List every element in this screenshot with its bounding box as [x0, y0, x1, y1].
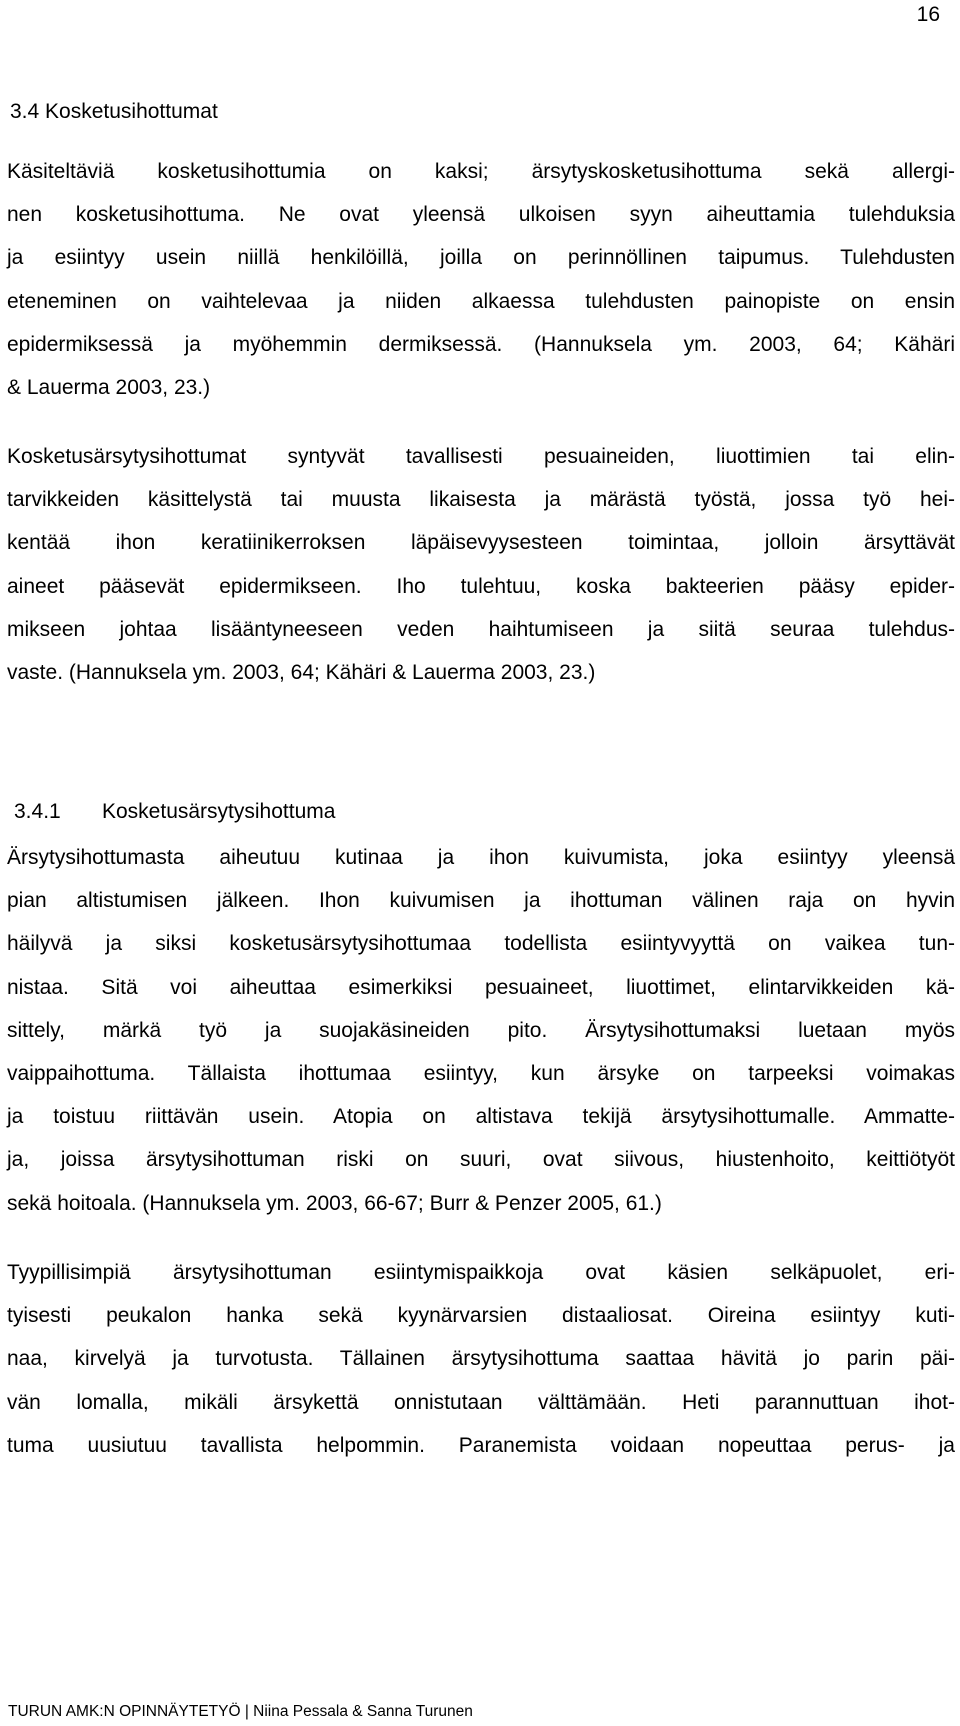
page-number: 16 — [916, 3, 940, 26]
paragraph-line: ja esiintyy usein niillä henkilöillä, joilla on perinnöllinen taipumus. Tulehdusten — [7, 246, 955, 270]
paragraph-2 — [7, 435, 955, 694]
paragraph-line: nistaa. Sitä voi aiheuttaa esimerkiksi pesuaineet, liuottimet, elintarvikkeiden kä- — [7, 975, 955, 999]
subsection-heading — [14, 797, 335, 827]
paragraph-line: & Lauerma 2003, 23.) — [7, 375, 211, 399]
paragraph-line: Käsiteltäviä kosketusihottumia on kaksi; ärsytyskosketusihottuma sekä allergi- — [7, 160, 955, 183]
paragraph-line: Kosketusärsytysihottumat syntyvät tavallisesti pesuaineiden, liuottimien tai elin- — [7, 445, 955, 468]
paragraph-4 — [7, 1251, 955, 1467]
paragraph-1 — [7, 150, 955, 409]
paragraph-line: sekä hoitoala. (Hannuksela ym. 2003, 66-67; Burr & Penzer 2005, 61.) — [7, 1191, 662, 1215]
paragraph-line: pian altistumisen jälkeen. Ihon kuivumisen ja ihottuman välinen raja on hyvin — [7, 889, 955, 913]
section-heading: 3.4 Kosketusihottumat — [10, 100, 218, 123]
paragraph-line: Tyypillisimpiä ärsytysihottuman esiintymispaikkoja ovat käsien selkäpuolet, eri- — [7, 1261, 955, 1284]
paragraph-line: vaippaihottuma. Tällaista ihottumaa esiintyy, kun ärsyke on tarpeeksi voimakas — [7, 1061, 955, 1085]
paragraph-line: mikseen johtaa lisääntyneeseen veden haihtumiseen ja siitä seuraa tulehdus- — [7, 617, 955, 641]
paragraph-line: epidermiksessä ja myöhemmin dermiksessä. (Hannuksela ym. 2003, 64; Kähäri — [7, 332, 955, 356]
paragraph-line: ja toistuu riittävän usein. Atopia on altistava tekijä ärsytysihottumalle. Ammatte- — [7, 1105, 955, 1129]
paragraph-line: ja, joissa ärsytysihottuman riski on suuri, ovat siivous, hiustenhoito, keittiötyöt — [7, 1148, 955, 1172]
page-footer: TURUN AMK:N OPINNÄYTETYÖ | Niina Pessala & Sanna Turunen — [8, 1703, 473, 1720]
paragraph-line: Ärsytysihottumasta aiheutuu kutinaa ja ihon kuivumista, joka esiintyy yleensä — [7, 846, 955, 869]
paragraph-line: naa, kirvelyä ja turvotusta. Tällainen ärsytysihottuma saattaa hävitä jo parin päi- — [7, 1347, 955, 1371]
paragraph-line: häilyvä ja siksi kosketusärsytysihottumaa todellista esiintyvyyttä on vaikea tun- — [7, 932, 955, 956]
paragraph-line: nen kosketusihottuma. Ne ovat yleensä ulkoisen syyn aiheuttamia tulehduksia — [7, 203, 955, 227]
paragraph-line: eteneminen on vaihtelevaa ja niiden alkaessa tulehdusten painopiste on ensin — [7, 289, 955, 313]
paragraph-line: vaste. (Hannuksela ym. 2003, 64; Kähäri & Lauerma 2003, 23.) — [7, 660, 596, 684]
paragraph-3 — [7, 836, 955, 1225]
paragraph-line: sittely, märkä työ ja suojakäsineiden pito. Ärsytysihottumaksi luetaan myös — [7, 1018, 955, 1042]
paragraph-line: kentää ihon keratiinikerroksen läpäisevyysesteen toimintaa, jolloin ärsyttävät — [7, 531, 955, 555]
paragraph-line: tuma uusiutuu tavallista helpommin. Paranemista voidaan nopeuttaa perus- ja — [7, 1433, 955, 1457]
paragraph-line: tyisesti peukalon hanka sekä kyynärvarsien distaaliosat. Oireina esiintyy kuti- — [7, 1304, 955, 1328]
paragraph-line: vän lomalla, mikäli ärsykettä onnistutaan välttämään. Heti parannuttuan ihot- — [7, 1390, 955, 1414]
subsection-number: 3.4.1 — [14, 800, 61, 823]
paragraph-line: aineet pääsevät epidermikseen. Iho tulehtuu, koska bakteerien pääsy epider- — [7, 574, 955, 598]
paragraph-line: tarvikkeiden käsittelystä tai muusta likaisesta ja märästä työstä, jossa työ hei- — [7, 488, 955, 512]
subsection-title: Kosketusärsytysihottuma — [102, 800, 336, 823]
